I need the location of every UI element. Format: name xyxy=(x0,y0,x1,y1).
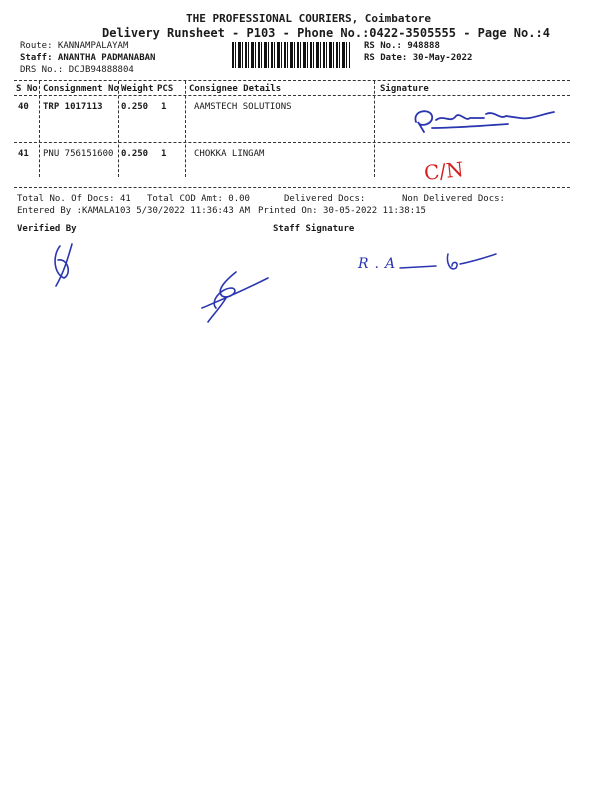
table-bottom-rule xyxy=(14,187,570,188)
runsheet-subtitle: Delivery Runsheet - P103 - Phone No.:0422-3505555 - Page No.:4 xyxy=(102,26,550,40)
total-docs: Total No. Of Docs: 41 xyxy=(17,194,131,204)
col-separator xyxy=(39,81,40,177)
staff-label: Staff: ANANTHA PADMANABAN xyxy=(20,53,156,63)
row-pcs: 1 xyxy=(161,102,167,112)
staff-initials: R.A xyxy=(358,256,402,272)
row-sno: 40 xyxy=(18,102,29,112)
col-separator xyxy=(185,81,186,177)
drs-number: DRS No.: DCJB94888804 xyxy=(20,65,134,75)
route-label: Route: KANNAMPALAYAM xyxy=(20,41,129,51)
row-consignment: PNU 756151600 xyxy=(43,149,114,159)
table-top-rule xyxy=(14,80,570,81)
company-title: THE PROFESSIONAL COURIERS, Coimbatore xyxy=(186,12,432,25)
col-header-pcs: PCS xyxy=(157,84,174,94)
rs-date: RS Date: 30-May-2022 xyxy=(364,53,473,63)
handwritten-cn: C/N xyxy=(422,156,465,186)
verified-by-signature xyxy=(196,268,272,324)
col-header-consignment: Consignment No xyxy=(43,84,119,94)
row-weight: 0.250 xyxy=(121,102,149,112)
row-rule xyxy=(14,142,570,143)
row-consignment: TRP 1017113 xyxy=(43,102,103,112)
recipient-signature xyxy=(410,102,560,136)
col-header-signature: Signature xyxy=(380,84,429,94)
delivered-docs: Delivered Docs: xyxy=(284,194,366,204)
staff-signature-label: Staff Signature xyxy=(273,224,355,234)
rs-number: RS No.: 948888 xyxy=(364,41,440,51)
row-consignee: CHOKKA LINGAM xyxy=(194,149,265,159)
non-delivered-docs: Non Delivered Docs: xyxy=(402,194,505,204)
barcode xyxy=(232,42,350,68)
total-cod: Total COD Amt: 0.00 xyxy=(147,194,250,204)
verified-by-signature xyxy=(46,240,86,288)
col-separator xyxy=(374,81,375,177)
row-sno: 41 xyxy=(18,149,29,159)
verified-by-label: Verified By xyxy=(17,224,77,234)
row-pcs: 1 xyxy=(161,149,167,159)
col-header-consignee: Consignee Details xyxy=(189,84,282,94)
entered-by: Entered By :KAMALA103 5/30/2022 11:36:43 AM xyxy=(17,206,250,216)
row-consignee: AAMSTECH SOLUTIONS xyxy=(194,102,292,112)
col-header-weight: Weight xyxy=(121,84,154,94)
printed-on: Printed On: 30-05-2022 11:38:15 xyxy=(258,206,426,216)
table-header-rule xyxy=(14,95,570,96)
row-weight: 0.250 xyxy=(121,149,149,159)
col-separator xyxy=(118,81,119,177)
staff-signature xyxy=(380,250,500,280)
col-header-sno: S No xyxy=(16,84,38,94)
